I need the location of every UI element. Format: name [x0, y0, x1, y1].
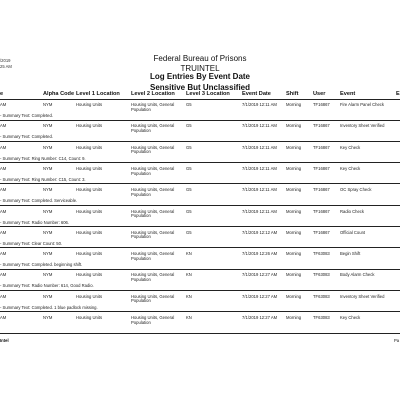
col-header-level1: Level 1 Location: [76, 91, 120, 97]
summary-text: - Summary Text: Completed. 1 blue padlock missing.: [0, 304, 98, 310]
summary-text: - Summary Text: Completed. beginning shift.: [0, 262, 83, 268]
cell-l1: Housing Units: [76, 251, 103, 257]
cell-event: Begin Shift: [340, 251, 361, 257]
cell-l2b: Population: [131, 149, 151, 155]
cell-l1: Housing Units: [76, 272, 103, 278]
cell-l3: G5: [186, 123, 192, 129]
row-rule: [0, 226, 400, 227]
col-header-event: Event: [340, 91, 356, 97]
summary-text: - Summary Text: Radio Number: 614, Good Radio.: [0, 283, 94, 289]
cell-alpha: NYM: [43, 315, 53, 320]
cell-l2a: Housing Units, General: [131, 165, 175, 171]
cell-date: 7/1/2019 12:11 AM: [242, 187, 277, 193]
cell-l2b: Population: [131, 255, 151, 261]
cell-user: TF16867: [313, 165, 330, 171]
cell-shift: Morning: [286, 293, 302, 299]
cell-c0: AM: [0, 165, 7, 171]
cell-l3: G5: [186, 187, 192, 193]
summary-text: - Summary Text: Clear Count: 50.: [0, 240, 63, 246]
cell-user: TF63083: [313, 251, 330, 257]
cell-c0: AM: [0, 293, 7, 299]
col-header-alpha-code: Alpha Code: [43, 91, 75, 97]
cell-date: 7/1/2019 12:11 AM: [242, 165, 277, 171]
cell-shift: Morning: [286, 272, 302, 278]
cell-l2b: Population: [131, 127, 151, 133]
cell-c0: AM: [0, 251, 7, 257]
row-rule: [0, 269, 400, 270]
cell-l3: G5: [186, 102, 192, 107]
cell-user: TF63083: [313, 293, 330, 299]
row-rule: [0, 311, 400, 312]
cell-date: 7/1/2019 12:27 AM: [242, 293, 278, 299]
cell-l1: Housing Units: [76, 315, 103, 320]
agency-name: Federal Bureau of Prisons: [153, 54, 247, 63]
cell-l3: G5: [186, 144, 192, 150]
cell-l2b: Population: [131, 277, 151, 282]
cell-l3: KN: [186, 315, 192, 320]
row-rule: [0, 141, 400, 142]
col-header-level3: Level 3 Location: [186, 91, 230, 97]
cell-l3: G5: [186, 229, 192, 235]
cell-l2a: Housing Units, General: [131, 272, 175, 278]
cell-event: Radio Check: [340, 208, 364, 214]
cell-alpha: NYM: [43, 272, 53, 278]
cell-l3: G5: [186, 208, 192, 214]
row-rule: [0, 290, 400, 291]
facility-name: TRUINTEL: [180, 64, 220, 73]
cell-c0: AM: [0, 123, 7, 129]
cell-event: OC Spray Check: [340, 187, 372, 193]
cell-shift: Morning: [286, 187, 302, 193]
cell-event: Fire Alarm Panel Check: [340, 102, 384, 107]
summary-text: - Summary Text: Ring Number: C14, Count: 9.: [0, 155, 86, 161]
cell-event: Inventory Sheet Verified: [340, 293, 385, 299]
row-rule: [0, 333, 400, 334]
summary-text: - Summary Text: Radio Number: 606.: [0, 219, 70, 225]
cell-user: TF16867: [313, 229, 330, 235]
cell-alpha: NYM: [43, 165, 53, 171]
cell-shift: Morning: [286, 144, 302, 150]
cell-event: Key Check: [340, 144, 361, 150]
cell-event: Inventory Sheet Verified: [340, 123, 385, 129]
row-rule: [0, 205, 400, 206]
cell-l2a: Housing Units, General: [131, 315, 175, 320]
cell-c0: AM: [0, 102, 7, 107]
classification-label: Sensitive But Unclassified: [149, 83, 251, 92]
cell-date: 7/1/2019 12:12 AM: [242, 229, 278, 235]
cell-l1: Housing Units: [76, 144, 103, 150]
cell-user: TF16867: [313, 102, 330, 107]
cell-l2b: Population: [131, 170, 151, 176]
print-date: /2019: [0, 58, 11, 63]
cell-alpha: NYM: [43, 144, 53, 150]
cell-alpha: NYM: [43, 123, 53, 129]
summary-text: - Summary Text: Completed. Serviceable.: [0, 198, 78, 204]
print-time: 25 AM: [0, 64, 12, 69]
cell-shift: Morning: [286, 165, 302, 171]
cell-user: TF16867: [313, 208, 330, 214]
cell-l3: G5: [186, 165, 192, 171]
cell-l2b: Population: [131, 191, 151, 197]
cell-c0: AM: [0, 208, 7, 214]
cell-alpha: NYM: [43, 208, 53, 214]
cell-l2b: Population: [131, 298, 151, 304]
cell-l1: Housing Units: [76, 165, 103, 171]
cell-l1: Housing Units: [76, 102, 103, 107]
cell-l2a: Housing Units, General: [131, 123, 175, 129]
cell-date: 7/1/2019 12:11 AM: [242, 208, 277, 214]
cell-l2a: Housing Units, General: [131, 229, 175, 235]
cell-alpha: NYM: [43, 293, 53, 299]
cell-c0: AM: [0, 315, 7, 320]
report-title: Log Entries By Event Date: [149, 72, 251, 81]
cell-shift: Morning: [286, 315, 302, 320]
cell-l2a: Housing Units, General: [131, 208, 175, 214]
cell-l2b: Population: [131, 319, 151, 325]
cell-l1: Housing Units: [76, 208, 103, 214]
col-header-time: e: [0, 91, 4, 97]
cell-event: Official Count: [340, 229, 366, 235]
cell-l2a: Housing Units, General: [131, 102, 175, 107]
cell-date: 7/1/2019 12:11 AM: [242, 102, 277, 107]
cell-l2a: Housing Units, General: [131, 293, 175, 299]
cell-user: TF16867: [313, 123, 330, 129]
cell-l1: Housing Units: [76, 293, 103, 299]
summary-text: - Summary Text: Ring Number: C15, Count: 3.: [0, 176, 86, 182]
cell-l1: Housing Units: [76, 187, 103, 193]
cell-date: 7/1/2019 12:11 AM: [242, 144, 277, 150]
header-rule: [0, 99, 400, 100]
cell-shift: Morning: [286, 251, 302, 257]
row-rule: [0, 120, 400, 121]
cell-c0: AM: [0, 144, 7, 150]
cell-user: TF16867: [313, 144, 330, 150]
cell-l3: KN: [186, 251, 192, 257]
cell-shift: Morning: [286, 208, 302, 214]
footer-page: Pa: [394, 338, 400, 343]
cell-user: TF63083: [313, 272, 330, 278]
cell-alpha: NYM: [43, 102, 53, 107]
cell-user: TF16867: [313, 187, 330, 193]
row-rule: [0, 247, 400, 248]
col-header-user: User: [313, 91, 326, 97]
col-header-e: E: [396, 91, 400, 97]
cell-alpha: NYM: [43, 251, 53, 257]
cell-event: Body Alarm Check: [340, 272, 375, 278]
cell-date: 7/1/2019 12:27 AM: [242, 315, 278, 320]
summary-text: - Summary Text: Completed.: [0, 113, 53, 118]
col-header-event-date: Event Date: [242, 91, 271, 97]
cell-shift: Morning: [286, 123, 302, 129]
cell-l2b: Population: [131, 213, 151, 219]
cell-alpha: NYM: [43, 187, 53, 193]
cell-l2b: Population: [131, 234, 151, 240]
cell-l1: Housing Units: [76, 229, 103, 235]
cell-event: Key Check: [340, 315, 361, 320]
cell-shift: Morning: [286, 229, 302, 235]
cell-date: 7/1/2019 12:27 AM: [242, 272, 278, 278]
cell-l2a: Housing Units, General: [131, 144, 175, 150]
footer-left: Intel: [0, 338, 9, 343]
summary-text: - Summary Text: Completed.: [0, 134, 53, 140]
cell-l2a: Housing Units, General: [131, 187, 175, 193]
cell-user: TF63083: [313, 315, 330, 320]
cell-l2a: Housing Units, General: [131, 251, 175, 257]
cell-l1: Housing Units: [76, 123, 103, 129]
cell-shift: Morning: [286, 102, 302, 107]
cell-l2b: Population: [131, 106, 151, 112]
col-header-level2: Level 2 Location: [131, 91, 175, 97]
cell-date: 7/1/2019 12:26 AM: [242, 251, 278, 257]
col-header-shift: Shift: [286, 91, 299, 97]
cell-alpha: NYM: [43, 229, 53, 235]
cell-date: 7/1/2019 12:11 AM: [242, 123, 277, 129]
cell-l3: KN: [186, 272, 192, 278]
cell-c0: AM: [0, 187, 7, 193]
cell-c0: AM: [0, 229, 7, 235]
cell-event: Key Check: [340, 165, 361, 171]
row-rule: [0, 183, 400, 184]
row-rule: [0, 162, 400, 163]
cell-l3: KN: [186, 293, 192, 299]
cell-c0: AM: [0, 272, 7, 278]
